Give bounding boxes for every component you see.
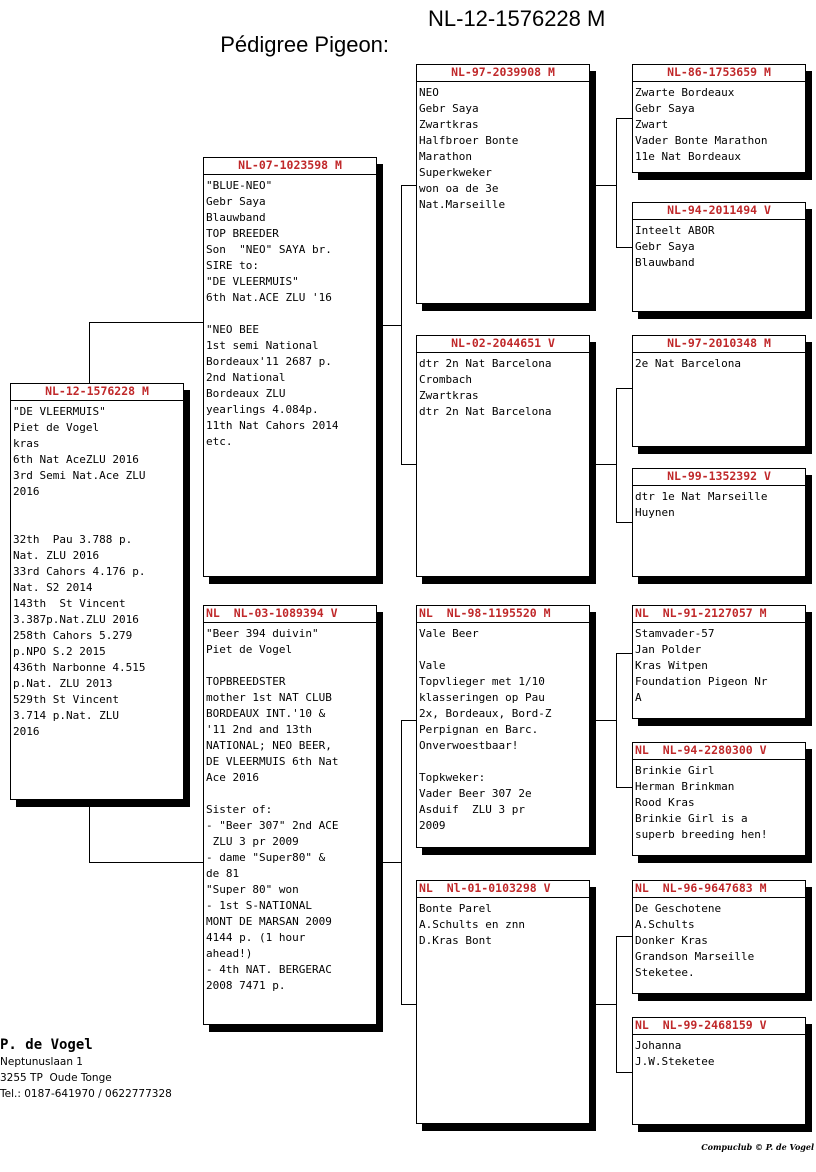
pigeon-card-sd-sire (632, 335, 806, 447)
pigeon-card-sire-sire (416, 64, 590, 304)
ring-number: NL NL-96-9647683 M (633, 881, 805, 898)
ring-number: NL-94-2011494 V (633, 203, 805, 220)
pigeon-card-dam-dam (416, 880, 590, 1124)
pigeon-card-ss-dam (632, 202, 806, 312)
connector-line (89, 800, 90, 863)
connector-line (377, 325, 402, 326)
pigeon-description: "Beer 394 duivin" Piet de Vogel TOPBREEDSTER mother 1st NAT CLUB BORDEAUX INT.'10 & '11 2nd and 13th NATIONAL; NEO BEER, DE VLEERMUIS 6th Nat Ace 2016 Sister of: - "Beer 307" 2nd ACE ZLU 3 pr 2009 - dame "Super80" & de 81 "Super 80" won - 1st S-NATIONAL MONT DE MARSAN 2009 4144 p. (1 hour ahead!) - 4th NAT. BERGERAC 2008 7471 p. (206, 627, 339, 992)
connector-line (616, 1072, 633, 1073)
connector-line (377, 862, 402, 863)
title-label: Pédigree Pigeon: (220, 32, 390, 57)
pigeon-description: De Geschotene A.Schults Donker Kras Grandson Marseille Steketee. (635, 902, 755, 979)
footer-credit: Compuclub © P. de Vogel (701, 1142, 814, 1152)
connector-line (596, 1004, 617, 1005)
ring-number: NL-99-1352392 V (633, 469, 805, 486)
pigeon-description: Vale Beer Vale Topvlieger met 1/10 klasseringen op Pau 2x, Bordeaux, Bord-Z Perpignan en Barc. Onverwoestbaar! Topkweker: Vader Beer 307 2e Asduif ZLU 3 pr 2009 (419, 627, 552, 832)
connector-line (616, 522, 633, 523)
pigeon-description: dtr 1e Nat Marseille Huynen (635, 490, 768, 519)
ring-number: NL Nl-01-0103298 V (417, 881, 589, 898)
connector-line (596, 720, 617, 721)
connector-line (89, 322, 90, 384)
connector-line (616, 247, 633, 248)
connector-line (616, 653, 633, 654)
pigeon-card-ss-sire (632, 64, 806, 173)
connector-line (401, 720, 417, 721)
pigeon-description: Brinkie Girl Herman Brinkman Rood Kras Brinkie Girl is a superb breeding hen! (635, 764, 768, 841)
ring-number: NL NL-94-2280300 V (633, 743, 805, 760)
connector-line (616, 936, 633, 937)
connector-line (596, 185, 617, 186)
ring-number: NL-86-1753659 M (633, 65, 805, 82)
owner-name: P. de Vogel (0, 1037, 93, 1053)
pigeon-card-sire-dam (416, 335, 590, 577)
connector-line (89, 322, 205, 323)
pigeon-description: Inteelt ABOR Gebr Saya Blauwband (635, 224, 715, 269)
ring-number: NL-97-2039908 M (417, 65, 589, 82)
pigeon-description: Zwarte Bordeaux Gebr Saya Zwart Vader Bonte Marathon 11e Nat Bordeaux (635, 86, 768, 163)
pigeon-description: Johanna J.W.Steketee (635, 1039, 715, 1068)
ring-number: NL NL-99-2468159 V (633, 1018, 805, 1035)
owner-phone: Tel.: 0187-641970 / 0622777328 (0, 1088, 172, 1100)
pigeon-description: "DE VLEERMUIS" Piet de Vogel kras 6th Nat AceZLU 2016 3rd Semi Nat.Ace ZLU 2016 32th Pau 3.788 p. Nat. ZLU 2016 33rd Cahors 4.176 p. Nat. S2 2014 143th St Vincent 3.387p.Nat.ZLU 2016 258th Cahors 5.279 p.NPO S.2 2015 436th Narbonne 4.515 p.Nat. ZLU 2013 529th St Vincent 3.714 p.Nat. ZLU 2016 (13, 405, 146, 738)
ring-number: NL-97-2010348 M (633, 336, 805, 353)
pigeon-card-dam (203, 605, 377, 1025)
pigeon-description: dtr 2n Nat Barcelona Crombach Zwartkras dtr 2n Nat Barcelona (419, 357, 552, 418)
connector-line (596, 464, 617, 465)
pigeon-description: Stamvader-57 Jan Polder Kras Witpen Foundation Pigeon Nr A (635, 627, 768, 704)
pigeon-description: Bonte Parel A.Schults en znn D.Kras Bont (419, 902, 525, 947)
ring-number: NL-07-1023598 M (204, 158, 376, 175)
connector-line (89, 862, 205, 863)
title-ring-number: NL-12-1576228 M (428, 6, 606, 31)
connector-line (401, 185, 417, 186)
ring-number: NL NL-91-2127057 M (633, 606, 805, 623)
connector-line (616, 787, 633, 788)
pigeon-card-sd-dam (632, 468, 806, 577)
connector-line (616, 388, 617, 523)
ring-number: NL NL-98-1195520 M (417, 606, 589, 623)
owner-city: 3255 TP Oude Tonge (0, 1072, 112, 1084)
pigeon-card-dam-sire (416, 605, 590, 848)
connector-line (616, 118, 617, 248)
ring-number: NL-12-1576228 M (11, 384, 183, 401)
pigeon-card-ds-dam (632, 742, 806, 856)
owner-info (0, 1036, 172, 1102)
pigeon-card-dd-sire (632, 880, 806, 994)
pigeon-card-main (10, 383, 184, 800)
connector-line (401, 464, 417, 465)
connector-line (401, 1004, 417, 1005)
pigeon-description: NEO Gebr Saya Zwartkras Halfbroer Bonte Marathon Superkweker won oa de 3e Nat.Marseille (419, 86, 519, 211)
connector-line (616, 118, 633, 119)
pigeon-card-ds-sire (632, 605, 806, 719)
ring-number: NL NL-03-1089394 V (204, 606, 376, 623)
pigeon-description: "BLUE-NEO" Gebr Saya Blauwband TOP BREEDER Son "NEO" SAYA br. SIRE to: "DE VLEERMUIS" 6th Nat.ACE ZLU '16 "NEO BEE 1st semi National Bordeaux'11 2687 p. 2nd National Bordeaux ZLU yearlings 4.084p. 11th Nat Cahors 2014 etc. (206, 179, 339, 448)
pigeon-card-dd-dam (632, 1017, 806, 1125)
pigeon-card-sire (203, 157, 377, 577)
connector-line (616, 388, 633, 389)
ring-number: NL-02-2044651 V (417, 336, 589, 353)
owner-street: Neptunuslaan 1 (0, 1056, 83, 1068)
pigeon-description: 2e Nat Barcelona (635, 357, 741, 370)
